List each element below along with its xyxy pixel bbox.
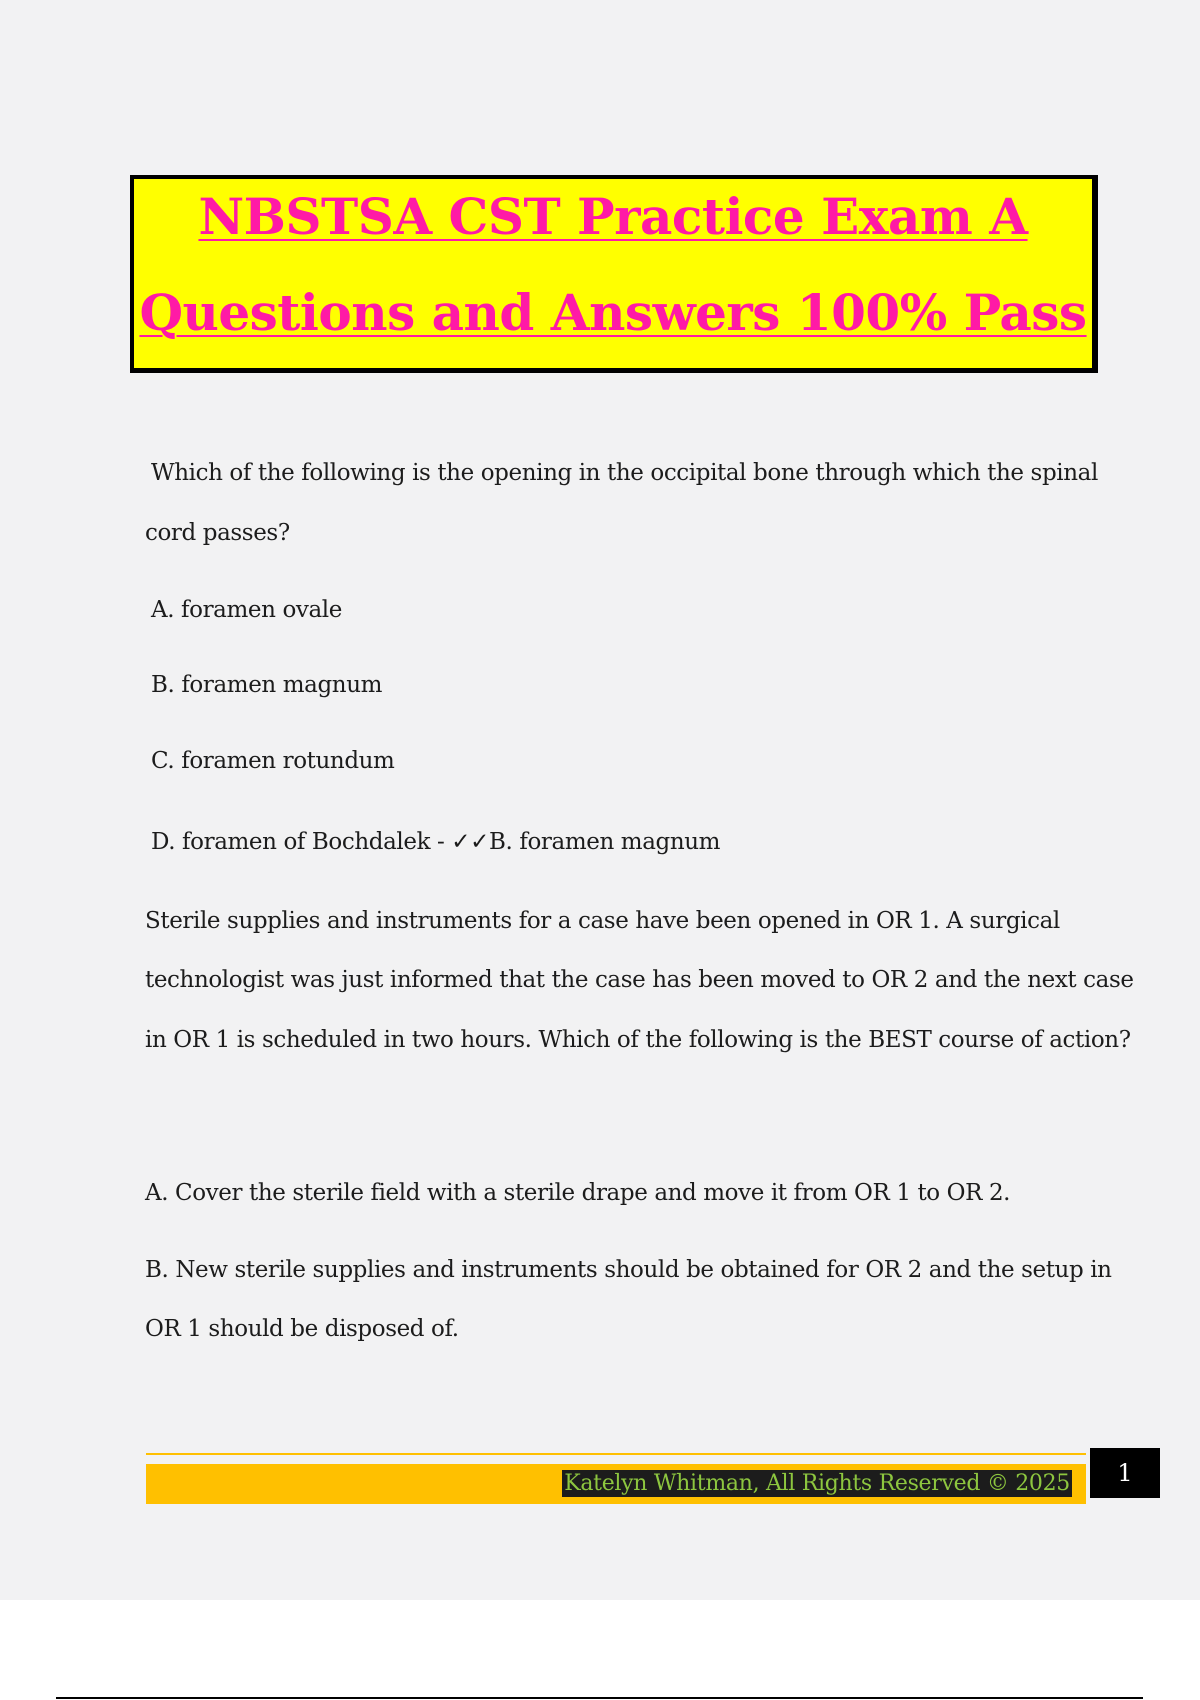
title-box [130, 175, 1098, 373]
page-number: 1 [1090, 1448, 1160, 1498]
question-2-stem-line-1: Sterile supplies and instruments for a case have been opened in OR 1. A surgical [145, 908, 1060, 934]
question-1-option-a: A. foramen ovale [151, 597, 342, 623]
footer-copyright: Katelyn Whitman, All Rights Reserved © 2025 [564, 1471, 1070, 1496]
document-title-line-2: Questions and Answers 100% Pass [139, 283, 1087, 342]
question-2-stem-line-3: in OR 1 is scheduled in two hours. Which of the following is the BEST course of action? [145, 1027, 1131, 1053]
document-title-line-1: NBSTSA CST Practice Exam A [198, 187, 1028, 246]
question-1-option-c: C. foramen rotundum [151, 748, 395, 774]
question-1-option-d-with-answer: D. foramen of Bochdalek - ✓✓B. foramen magnum [151, 829, 721, 855]
question-1-option-b: B. foramen magnum [151, 672, 383, 698]
next-page-top-rule [56, 1697, 1143, 1699]
question-2-option-b-line-2: OR 1 should be disposed of. [145, 1316, 459, 1342]
question-1-stem-line-1: Which of the following is the opening in the occipital bone through which the spinal [151, 460, 1098, 486]
footer-bar [146, 1464, 1086, 1504]
question-1-stem-line-2: cord passes? [145, 520, 290, 546]
question-2-option-a: A. Cover the sterile field with a sterile drape and move it from OR 1 to OR 2. [145, 1180, 1011, 1206]
question-2-stem-line-2: technologist was just informed that the case has been moved to OR 2 and the next case [145, 967, 1134, 993]
question-2-option-b-line-1: B. New sterile supplies and instruments should be obtained for OR 2 and the setup in [145, 1257, 1112, 1283]
footer-top-rule [146, 1453, 1086, 1455]
